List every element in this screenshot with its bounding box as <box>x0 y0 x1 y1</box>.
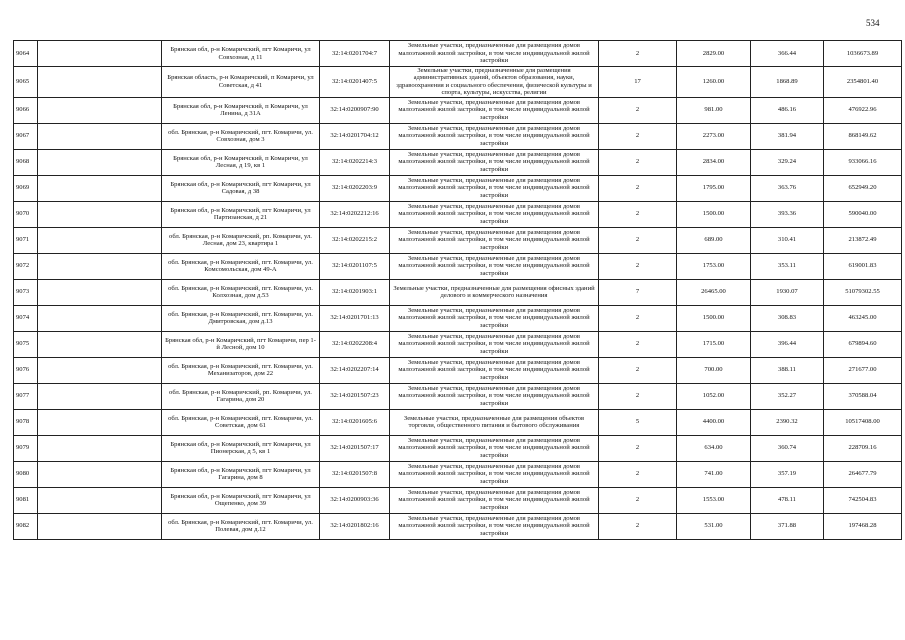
row-number: 9072 <box>14 253 38 279</box>
blank-cell <box>38 331 162 357</box>
blank-cell <box>38 357 162 383</box>
row-number: 9069 <box>14 175 38 201</box>
land-use-cell: Земельные участки, предназначенные для размещения офисных зданий делового и коммерческого назначения <box>390 279 599 305</box>
rate-cell: 329.24 <box>751 149 824 175</box>
cadastral-number-cell: 32:14:0201507:23 <box>320 383 390 409</box>
address-cell: Брянская область, р-н Комаричский, п Комаричи, ул Советская, д 41 <box>162 67 320 98</box>
address-cell: Брянская обл, р-н Комаричский, п Комаричи, ул Лесная, д 19, кв 1 <box>162 149 320 175</box>
cadastral-number-cell: 32:14:0201507:8 <box>320 461 390 487</box>
blank-cell <box>38 253 162 279</box>
blank-cell <box>38 149 162 175</box>
area-cell: 26465.00 <box>677 279 751 305</box>
land-use-cell: Земельные участки, предназначенные для размещения домов малоэтажной жилой застройки, в том числе индивидуальной жилой застройки <box>390 227 599 253</box>
row-number: 9073 <box>14 279 38 305</box>
group-cell: 2 <box>599 331 677 357</box>
land-use-cell: Земельные участки, предназначенные для размещения домов малоэтажной жилой застройки, в том числе индивидуальной жилой застройки <box>390 201 599 227</box>
cadastral-number-cell: 32:14:0200903:36 <box>320 487 390 513</box>
area-cell: 1260.00 <box>677 67 751 98</box>
table-row <box>14 41 902 67</box>
area-cell: 4400.00 <box>677 409 751 435</box>
address-cell: Брянская обл, р-н Комаричский, пгт Комаричи, ул Ощепенко, дом 39 <box>162 487 320 513</box>
cadastral-value-cell: 933066.16 <box>824 149 902 175</box>
land-use-cell: Земельные участки, предназначенные для размещения домов малоэтажной жилой застройки, в том числе индивидуальной жилой застройки <box>390 175 599 201</box>
area-cell: 1715.00 <box>677 331 751 357</box>
rate-cell: 1868.89 <box>751 67 824 98</box>
area-cell: 1500.00 <box>677 305 751 331</box>
address-cell: Брянская обл, р-н Комаричский, пгт Комаричи, ул Садовая, д 38 <box>162 175 320 201</box>
table-row <box>14 305 902 331</box>
row-number: 9078 <box>14 409 38 435</box>
address-cell: Брянская обл, р-н Комаричский, пгт Комаричи, ул Партизанская, д 21 <box>162 201 320 227</box>
group-cell: 2 <box>599 201 677 227</box>
group-cell: 2 <box>599 357 677 383</box>
cadastral-number-cell: 32:14:0202203:9 <box>320 175 390 201</box>
rate-cell: 381.94 <box>751 123 824 149</box>
row-number: 9081 <box>14 487 38 513</box>
group-cell: 7 <box>599 279 677 305</box>
area-cell: 700.00 <box>677 357 751 383</box>
cadastral-value-cell: 51079302.55 <box>824 279 902 305</box>
area-cell: 689.00 <box>677 227 751 253</box>
blank-cell <box>38 97 162 123</box>
area-cell: 981.00 <box>677 97 751 123</box>
cadastral-value-cell: 590040.00 <box>824 201 902 227</box>
row-number: 9070 <box>14 201 38 227</box>
address-cell: Брянская обл, р-н Комаричский, пгт Комаричи, ул Гагарина, дом 8 <box>162 461 320 487</box>
area-cell: 2273.00 <box>677 123 751 149</box>
table-row <box>14 67 902 98</box>
address-cell: обл. Брянская, р-н Комаричский, пгт. Комаричи, ул. Комсомольская, дом 49-А <box>162 253 320 279</box>
rate-cell: 357.19 <box>751 461 824 487</box>
row-number: 9065 <box>14 67 38 98</box>
address-cell: обл. Брянская, р-н Комаричский, рп. Комаричи, ул. Гагарина, дом 20 <box>162 383 320 409</box>
group-cell: 17 <box>599 67 677 98</box>
address-cell: Брянская обл, р-н Комаричский, пгт Комаричи, пер 1-й Лесной, дом 10 <box>162 331 320 357</box>
table-row <box>14 357 902 383</box>
area-cell: 634.00 <box>677 435 751 461</box>
table-row <box>14 175 902 201</box>
table-row <box>14 331 902 357</box>
rate-cell: 486.16 <box>751 97 824 123</box>
page-number: 534 <box>866 18 880 28</box>
cadastral-value-cell: 868149.62 <box>824 123 902 149</box>
cadastral-number-cell: 32:14:0201903:1 <box>320 279 390 305</box>
cadastral-number-cell: 32:14:0202208:4 <box>320 331 390 357</box>
cadastral-number-cell: 32:14:0201605:6 <box>320 409 390 435</box>
rate-cell: 396.44 <box>751 331 824 357</box>
cadastral-number-cell: 32:14:0202215:2 <box>320 227 390 253</box>
rate-cell: 352.27 <box>751 383 824 409</box>
table-row <box>14 149 902 175</box>
blank-cell <box>38 513 162 539</box>
cadastral-value-cell: 619001.83 <box>824 253 902 279</box>
row-number: 9068 <box>14 149 38 175</box>
group-cell: 2 <box>599 513 677 539</box>
cadastral-value-cell: 197468.28 <box>824 513 902 539</box>
row-number: 9064 <box>14 41 38 67</box>
cadastral-value-cell: 652949.20 <box>824 175 902 201</box>
row-number: 9066 <box>14 97 38 123</box>
cadastral-value-cell: 271677.00 <box>824 357 902 383</box>
rate-cell: 366.44 <box>751 41 824 67</box>
blank-cell <box>38 41 162 67</box>
land-use-cell: Земельные участки, предназначенные для размещения административных зданий, объектов образования, науки, здравоохранения и социального обеспечения, физической культуры и спорта, культуры, искусства, религии <box>390 67 599 98</box>
cadastral-number-cell: 32:14:0201802:16 <box>320 513 390 539</box>
land-use-cell: Земельные участки, предназначенные для размещения домов малоэтажной жилой застройки, в том числе индивидуальной жилой застройки <box>390 513 599 539</box>
table-row <box>14 435 902 461</box>
rate-cell: 388.11 <box>751 357 824 383</box>
land-use-cell: Земельные участки, предназначенные для размещения домов малоэтажной жилой застройки, в том числе индивидуальной жилой застройки <box>390 123 599 149</box>
blank-cell <box>38 227 162 253</box>
row-number: 9080 <box>14 461 38 487</box>
land-use-cell: Земельные участки, предназначенные для размещения объектов торговли, общественного питания и бытового обслуживания <box>390 409 599 435</box>
blank-cell <box>38 409 162 435</box>
land-use-cell: Земельные участки, предназначенные для размещения домов малоэтажной жилой застройки, в том числе индивидуальной жилой застройки <box>390 305 599 331</box>
table-row <box>14 279 902 305</box>
area-cell: 531.00 <box>677 513 751 539</box>
rate-cell: 363.76 <box>751 175 824 201</box>
area-cell: 1553.00 <box>677 487 751 513</box>
area-cell: 1795.00 <box>677 175 751 201</box>
group-cell: 2 <box>599 123 677 149</box>
group-cell: 2 <box>599 175 677 201</box>
address-cell: Брянская обл, р-н Комаричский, пгт Комаричи, ул Пионерская, д 5, кв 1 <box>162 435 320 461</box>
area-cell: 1753.00 <box>677 253 751 279</box>
cadastral-value-cell: 10517408.00 <box>824 409 902 435</box>
cadastral-value-cell: 742504.83 <box>824 487 902 513</box>
address-cell: обл. Брянская, р-н Комаричский, пгт. Комаричи, ул. Советская, дом 61 <box>162 409 320 435</box>
land-registry-table <box>13 40 902 540</box>
area-cell: 2829.00 <box>677 41 751 67</box>
land-use-cell: Земельные участки, предназначенные для размещения домов малоэтажной жилой застройки, в том числе индивидуальной жилой застройки <box>390 149 599 175</box>
row-number: 9077 <box>14 383 38 409</box>
address-cell: обл. Брянская, р-н Комаричский, пгт. Комаричи, ул. Полевая, дом д.12 <box>162 513 320 539</box>
cadastral-number-cell: 32:14:0200907:90 <box>320 97 390 123</box>
table-body <box>14 41 902 540</box>
cadastral-number-cell: 32:14:0201704:12 <box>320 123 390 149</box>
blank-cell <box>38 67 162 98</box>
cadastral-value-cell: 2354801.40 <box>824 67 902 98</box>
area-cell: 741.00 <box>677 461 751 487</box>
land-use-cell: Земельные участки, предназначенные для размещения домов малоэтажной жилой застройки, в том числе индивидуальной жилой застройки <box>390 383 599 409</box>
land-use-cell: Земельные участки, предназначенные для размещения домов малоэтажной жилой застройки, в том числе индивидуальной жилой застройки <box>390 487 599 513</box>
area-cell: 1500.00 <box>677 201 751 227</box>
area-cell: 2834.00 <box>677 149 751 175</box>
group-cell: 2 <box>599 97 677 123</box>
land-use-cell: Земельные участки, предназначенные для размещения домов малоэтажной жилой застройки, в том числе индивидуальной жилой застройки <box>390 97 599 123</box>
group-cell: 2 <box>599 383 677 409</box>
table-row <box>14 513 902 539</box>
rate-cell: 393.36 <box>751 201 824 227</box>
group-cell: 2 <box>599 305 677 331</box>
rate-cell: 310.41 <box>751 227 824 253</box>
blank-cell <box>38 435 162 461</box>
cadastral-number-cell: 32:14:0201701:13 <box>320 305 390 331</box>
group-cell: 2 <box>599 149 677 175</box>
row-number: 9074 <box>14 305 38 331</box>
row-number: 9075 <box>14 331 38 357</box>
row-number: 9076 <box>14 357 38 383</box>
address-cell: обл. Брянская, р-н Комаричский, пгт. Комаричи, ул. Колхозная, дом д.53 <box>162 279 320 305</box>
rate-cell: 353.11 <box>751 253 824 279</box>
land-use-cell: Земельные участки, предназначенные для размещения домов малоэтажной жилой застройки, в том числе индивидуальной жилой застройки <box>390 41 599 67</box>
group-cell: 2 <box>599 227 677 253</box>
cadastral-value-cell: 213872.49 <box>824 227 902 253</box>
blank-cell <box>38 175 162 201</box>
cadastral-value-cell: 679894.60 <box>824 331 902 357</box>
blank-cell <box>38 201 162 227</box>
group-cell: 5 <box>599 409 677 435</box>
address-cell: обл. Брянская, р-н Комаричский, рп. Комаричи, ул. Лесная, дом 23, квартира 1 <box>162 227 320 253</box>
land-use-cell: Земельные участки, предназначенные для размещения домов малоэтажной жилой застройки, в том числе индивидуальной жилой застройки <box>390 435 599 461</box>
table-row <box>14 383 902 409</box>
rate-cell: 360.74 <box>751 435 824 461</box>
group-cell: 2 <box>599 487 677 513</box>
table-row <box>14 461 902 487</box>
address-cell: обл. Брянская, р-н Комаричский, пгт. Комаричи, ул. Дмитровская, дом д.13 <box>162 305 320 331</box>
table-row <box>14 201 902 227</box>
cadastral-number-cell: 32:14:0201107:5 <box>320 253 390 279</box>
rate-cell: 478.11 <box>751 487 824 513</box>
row-number: 9067 <box>14 123 38 149</box>
blank-cell <box>38 461 162 487</box>
rate-cell: 1930.07 <box>751 279 824 305</box>
cadastral-number-cell: 32:14:0202212:16 <box>320 201 390 227</box>
table-row <box>14 97 902 123</box>
cadastral-value-cell: 463245.00 <box>824 305 902 331</box>
group-cell: 2 <box>599 461 677 487</box>
address-cell: обл. Брянская, р-н Комаричский, пгт. Комаричи, ул. Совхозная, дом 3 <box>162 123 320 149</box>
cadastral-number-cell: 32:14:0201704:7 <box>320 41 390 67</box>
cadastral-number-cell: 32:14:0201407:5 <box>320 67 390 98</box>
address-cell: обл. Брянская, р-н Комаричский, пгт. Комаричи, ул. Механизаторов, дом 22 <box>162 357 320 383</box>
row-number: 9079 <box>14 435 38 461</box>
row-number: 9071 <box>14 227 38 253</box>
table-row <box>14 227 902 253</box>
address-cell: Брянская обл, р-н Комаричский, п Комаричи, ул Ленина, д 31А <box>162 97 320 123</box>
blank-cell <box>38 305 162 331</box>
group-cell: 2 <box>599 41 677 67</box>
address-cell: Брянская обл, р-н Комаричский, пгт Комаричи, ул Совхозная, д 11 <box>162 41 320 67</box>
cadastral-value-cell: 264677.79 <box>824 461 902 487</box>
cadastral-value-cell: 228709.16 <box>824 435 902 461</box>
cadastral-number-cell: 32:14:0202207:14 <box>320 357 390 383</box>
cadastral-value-cell: 476922.96 <box>824 97 902 123</box>
rate-cell: 2390.32 <box>751 409 824 435</box>
group-cell: 2 <box>599 253 677 279</box>
cadastral-value-cell: 1036673.89 <box>824 41 902 67</box>
blank-cell <box>38 123 162 149</box>
land-use-cell: Земельные участки, предназначенные для размещения домов малоэтажной жилой застройки, в том числе индивидуальной жилой застройки <box>390 331 599 357</box>
land-use-cell: Земельные участки, предназначенные для размещения домов малоэтажной жилой застройки, в том числе индивидуальной жилой застройки <box>390 253 599 279</box>
cadastral-number-cell: 32:14:0202214:3 <box>320 149 390 175</box>
cadastral-number-cell: 32:14:0201507:17 <box>320 435 390 461</box>
rate-cell: 308.83 <box>751 305 824 331</box>
table-row <box>14 487 902 513</box>
blank-cell <box>38 279 162 305</box>
blank-cell <box>38 383 162 409</box>
table-row <box>14 253 902 279</box>
table-row <box>14 409 902 435</box>
land-use-cell: Земельные участки, предназначенные для размещения домов малоэтажной жилой застройки, в том числе индивидуальной жилой застройки <box>390 461 599 487</box>
cadastral-value-cell: 370588.04 <box>824 383 902 409</box>
rate-cell: 371.88 <box>751 513 824 539</box>
row-number: 9082 <box>14 513 38 539</box>
table-row <box>14 123 902 149</box>
land-use-cell: Земельные участки, предназначенные для размещения домов малоэтажной жилой застройки, в том числе индивидуальной жилой застройки <box>390 357 599 383</box>
area-cell: 1052.00 <box>677 383 751 409</box>
blank-cell <box>38 487 162 513</box>
group-cell: 2 <box>599 435 677 461</box>
